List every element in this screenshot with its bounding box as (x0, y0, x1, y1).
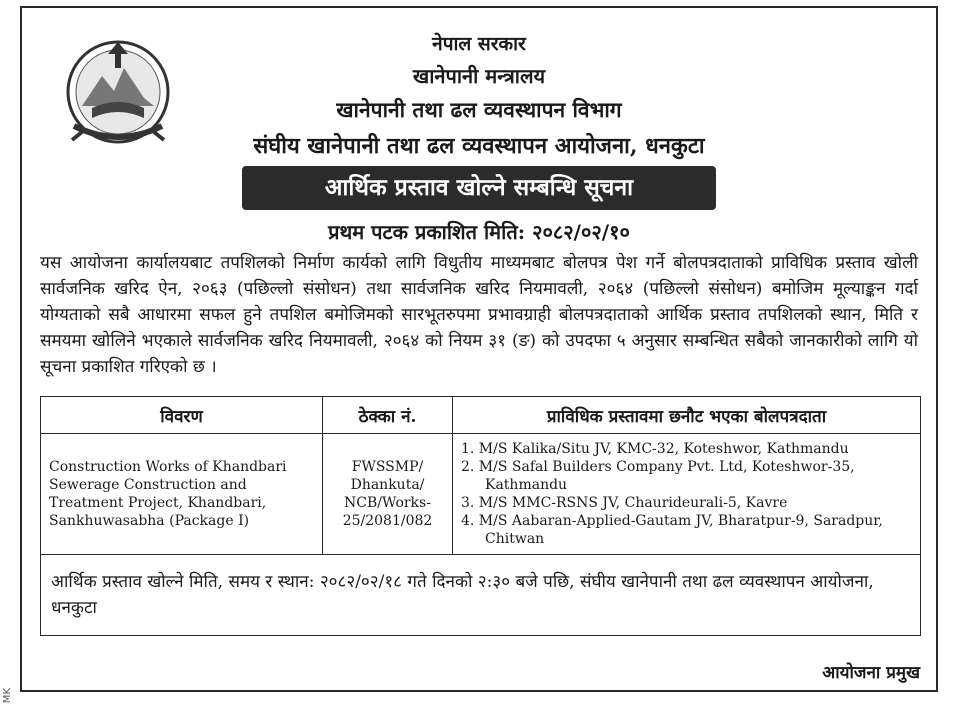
list-item: 4. M/S Aabaran-Applied-Gautam JV, Bharatpur-9, Saradpur, Chitwan (461, 513, 883, 547)
side-mark: MK (2, 688, 13, 704)
notice-body: यस आयोजना कार्यालयबाट तपशिलको निर्माण कार्यको लागि विधुतीय माध्यमबाट बोलपत्र पेश गर्ने बोलपत्रदाताको प्राविधिक प्रस्ताव खोली सार्वजनिक खरिद ऐन, २०६३ (पछिल्लो संसोधन) तथा सार्वजनिक खरिद नियमावली, २०६४ (पछिल्लो संसोधन) बमोजिम मूल्याङ्कन गर्दा योग्यताको सबै आधारमा सफल हुने तपशिल बमोजिमको सारभूतरुपमा प्रभावग्राही बोलपत्रदाताको आर्थिक प्रस्ताव तपशिलको स्थान, मिति र समयमा खोलिने भएकाले सार्वजनिक खरिद नियमावली, २०६४ को नियम ३१ (ङ) को उपदफा ५ अनुसार सम्बन्धित सबैको जानकारीको लागि यो सूचना प्रकाशित गरिएको छ । (40, 253, 918, 377)
table-header-row (41, 397, 921, 434)
bidders-list (461, 440, 912, 548)
list-item: 2. M/S Safal Builders Company Pvt. Ltd, Koteshwor-35, Kathmandu (461, 459, 855, 493)
department-name: खानेपानी तथा ढल व्यवस्थापन विभाग (336, 97, 622, 122)
column-header-description: विवरण (41, 397, 323, 434)
notice-title-banner: आर्थिक प्रस्ताव खोल्ने सम्बन्धि सूचना (242, 166, 716, 210)
government-name: नेपाल सरकार (432, 33, 526, 55)
signature-title: आयोजना प्रमुख (822, 663, 920, 683)
work-description: Construction Works of Khandbari Sewerage Construction and Treatment Project, Khandbari, Sankhuwasabha (Package I) (41, 434, 323, 555)
publication-date: प्रथम पटक प्रकाशित मिति: २०८२/०२/१० (328, 220, 630, 244)
bidders-cell (453, 434, 921, 555)
opening-details: आर्थिक प्रस्ताव खोल्ने मिति, समय र स्थान: २०८२/०२/१८ गते दिनको २:३० बजे पछि, संघीय खानेपानी तथा ढल व्यवस्थापन आयोजना, धनकुटा (41, 555, 921, 636)
list-item: 1. M/S Kalika/Situ JV, KMC-32, Koteshwor, Kathmandu (461, 441, 849, 457)
table-row (41, 434, 921, 555)
contract-number: FWSSMP/ Dhankuta/ NCB/Works-25/2081/082 (323, 434, 453, 555)
ministry-name: खानेपानी मन्त्रालय (412, 64, 546, 88)
column-header-bidders: प्राविधिक प्रस्तावमा छनौट भएका बोलपत्रदाता (453, 397, 921, 434)
project-name: संघीय खानेपानी तथा ढल व्यवस्थापन आयोजना, धनकुटा (253, 133, 705, 159)
column-header-contract-no: ठेक्का नं. (323, 397, 453, 434)
list-item: 3. M/S MMC-RSNS JV, Chaurideurali-5, Kavre (461, 495, 788, 511)
table-row (41, 555, 921, 636)
bid-table (40, 396, 921, 636)
